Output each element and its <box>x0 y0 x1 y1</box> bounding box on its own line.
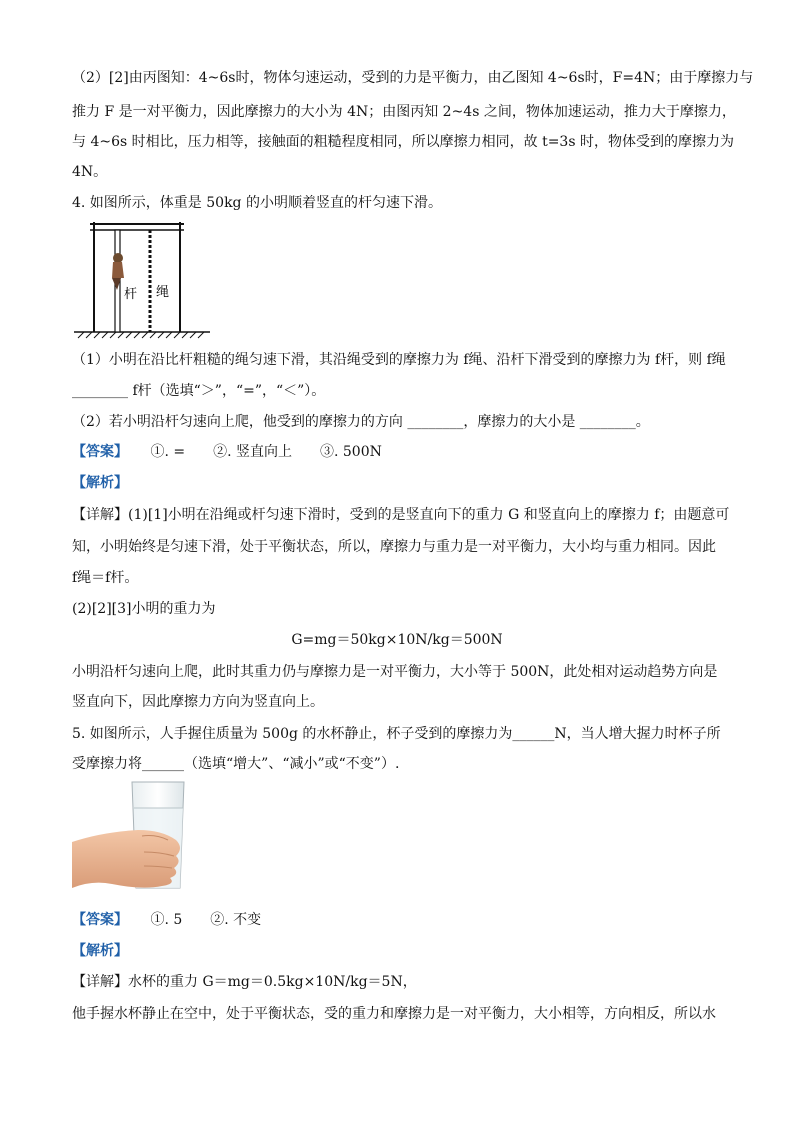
q4-formula: G=mg＝50kg×10N/kg＝500N <box>291 632 503 648</box>
q4-detail-line-4: (2)[2][3]小明的重力为 <box>72 601 216 617</box>
q4-detail-line-3: f绳＝f杆。 <box>72 570 139 586</box>
q5-analysis-label: 【解析】 <box>72 943 128 959</box>
q4-part1-line-2: ________ f杆（选填“＞”，“=”，“＜”）。 <box>72 383 326 399</box>
q5-answer-row <box>72 910 722 930</box>
rope-label: 绳 <box>156 284 170 299</box>
answer-label: 【答案】 <box>72 912 128 928</box>
q4-detail-line-2: 知，小明始终是匀速下滑，处于平衡状态，所以，摩擦力与重力是一对平衡力，大小均与重力相同。因此 <box>72 539 716 555</box>
q4-analysis-label: 【解析】 <box>72 475 128 491</box>
q3-part2-line-4: 4N。 <box>72 164 108 180</box>
q3-part2-line-3: 与 4~6s 时相比，压力相等，接触面的粗糙程度相同，所以摩擦力相同，故 t=3s 时，物体受到的摩擦力为 <box>72 134 734 150</box>
pole-rope-figure <box>72 220 212 340</box>
q3-part2-line-1: （2）[2]由丙图知：4~6s时，物体匀速运动，受到的力是平衡力，由乙图知 4~6s时，F=4N；由于摩擦力与 <box>72 70 754 86</box>
q5-detail-line-2: 他手握水杯静止在空中，处于平衡状态，受的重力和摩擦力是一对平衡力，大小相等，方向相反，所以水 <box>72 1006 716 1022</box>
q4-answer: ①. = ②. 竖直向上 ③. 500N <box>150 444 382 460</box>
q5-answer: ①. 5 ②. 不变 <box>150 912 262 928</box>
pole-label: 杆 <box>124 286 138 301</box>
answer-label: 【答案】 <box>72 444 128 460</box>
q4-answer-row <box>72 442 722 462</box>
q4-part1-line-1: （1）小明在沿比杆粗糙的绳匀速下滑，其沿绳受到的摩擦力为 f绳、沿杆下滑受到的摩擦力为 f杆，则 f绳 <box>72 352 726 368</box>
q4-detail-line-5: 小明沿杆匀速向上爬，此时其重力仍与摩擦力是一对平衡力，大小等于 500N，此处相对运动趋势方向是 <box>72 664 718 680</box>
q4-detail-line-1: 【详解】(1)[1]小明在沿绳或杆匀速下滑时，受到的是竖直向下的重力 G 和竖直向上的摩擦力 f；由题意可 <box>72 507 730 523</box>
q3-part2-line-2: 推力 F 是一对平衡力，因此摩擦力的大小为 4N；由图丙知 2~4s 之间，物体加速运动，推力大于摩擦力， <box>72 104 736 120</box>
q4-part2: （2）若小明沿杆匀速向上爬，他受到的摩擦力的方向 ________，摩擦力的大小是 ________。 <box>72 414 650 430</box>
q5-stem-line-1: 5. 如图所示，人手握住质量为 500g 的水杯静止，杯子受到的摩擦力为______N，当人增大握力时杯子所 <box>72 726 721 742</box>
q5-stem-line-2: 受摩擦力将______（选填“增大”、“减小”或“不变”）. <box>72 756 400 772</box>
q5-detail-line-1: 【详解】水杯的重力 G＝mg＝0.5kg×10N/kg＝5N， <box>72 974 417 990</box>
hand-glass-figure <box>72 780 192 895</box>
q4-stem: 4. 如图所示，体重是 50kg 的小明顺着竖直的杆匀速下滑。 <box>72 195 442 211</box>
q4-detail-line-6: 竖直向下，因此摩擦力方向为竖直向上。 <box>72 694 324 710</box>
climber-figure <box>112 253 124 290</box>
